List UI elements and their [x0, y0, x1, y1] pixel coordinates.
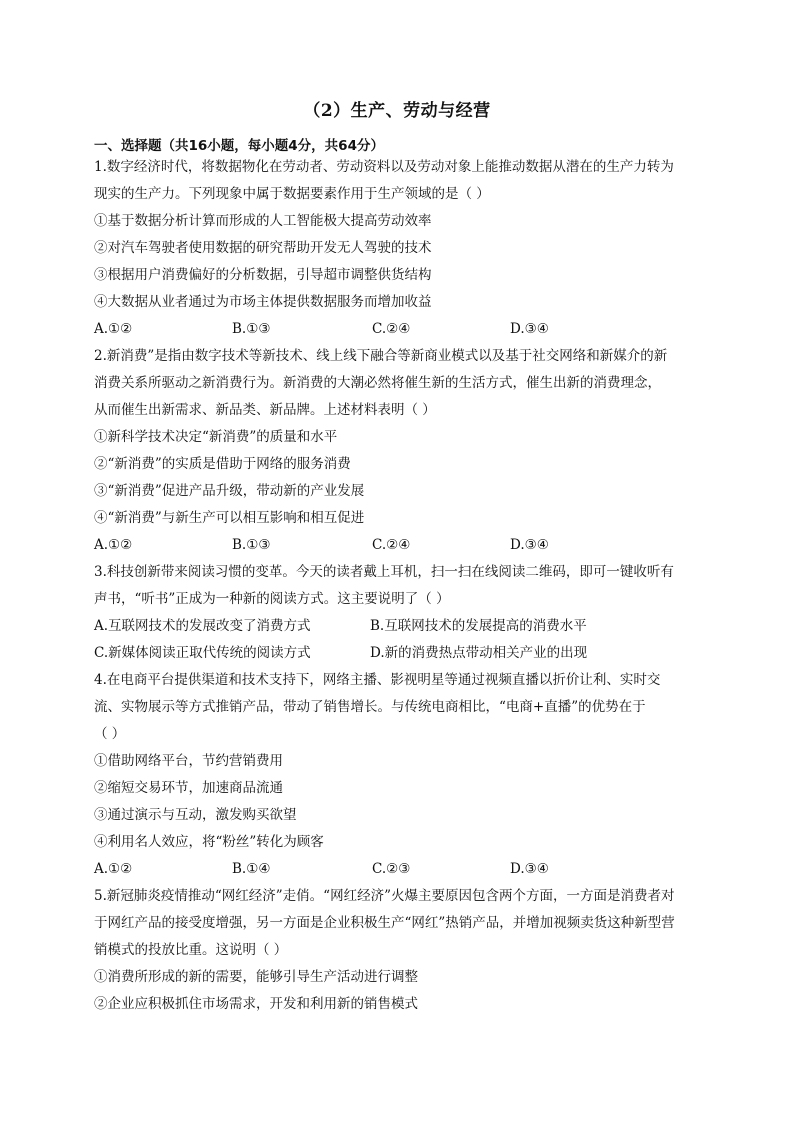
question-stem: 从而催生出新需求、新品类、新品牌。上述材料表明（ ）: [94, 402, 436, 418]
statement-item: ③根据用户消费偏好的分析数据，引导超市调整供货结构: [94, 267, 432, 283]
option-b: B.①③: [232, 537, 271, 553]
option-b: B.①③: [232, 321, 271, 337]
option-d: D.新的消费热点带动相关产业的出现: [370, 645, 588, 661]
statement-item: ④大数据从业者通过为市场主体提供数据服务而增加收益: [94, 294, 432, 310]
option-d: D.③④: [510, 861, 549, 877]
section-heading: 一、选择题（共16小题，每小题4分，共64分）: [94, 138, 384, 154]
option-c: C.②④: [372, 321, 411, 337]
statement-item: ④“新消费”与新生产可以相互影响和相互促进: [94, 510, 365, 526]
question-stem: 2.新消费”是指由数字技术等新技术、线上线下融合等新商业模式以及基于社交网络和新媒介的新: [94, 348, 668, 364]
option-a: A.①②: [94, 861, 133, 877]
question-stem: 销模式的投放比重。这说明（ ）: [94, 942, 288, 958]
statement-item: ①借助网络平台，节约营销费用: [94, 753, 283, 769]
question-stem: 声书，“听书”正成为一种新的阅读方式。这主要说明了（ ）: [94, 591, 450, 607]
answer-options: [94, 532, 700, 559]
question-4: [94, 667, 700, 883]
statement-item: ②缩短交易环节，加速商品流通: [94, 780, 283, 796]
option-c: C.新媒体阅读正取代传统的阅读方式: [94, 645, 311, 661]
question-stem: （ ）: [94, 726, 126, 742]
question-list: [94, 154, 700, 1018]
option-d: D.③④: [510, 537, 549, 553]
question-stem: 5.新冠肺炎疫情推动“网红经济”走俏。“网红经济”火爆主要原因包含两个方面，一方面是消费者对: [94, 888, 675, 904]
statement-item: ①新科学技术决定“新消费”的质量和水平: [94, 429, 338, 445]
option-a: A.①②: [94, 537, 133, 553]
answer-options: [94, 856, 700, 883]
statement-item: ③“新消费”促进产品升级，带动新的产业发展: [94, 483, 365, 499]
statement-item: ②“新消费”的实质是借助于网络的服务消费: [94, 456, 351, 472]
option-b: B.①④: [232, 861, 271, 877]
page-title: （2）生产、劳动与经营: [303, 101, 491, 121]
option-b: B.互联网技术的发展提高的消费水平: [370, 618, 587, 634]
statement-item: ②对汽车驾驶者使用数据的研究帮助开发无人驾驶的技术: [94, 240, 432, 256]
option-c: C.②③: [372, 861, 411, 877]
answer-options: [94, 640, 700, 667]
statement-item: ③通过演示与互动，激发购买欲望: [94, 807, 297, 823]
question-1: [94, 154, 700, 343]
answer-options: [94, 613, 700, 640]
question-stem: 3.科技创新带来阅读习惯的变革。今天的读者戴上耳机，扫一扫在线阅读二维码，即可一键收听有: [94, 564, 674, 580]
question-stem: 1.数字经济时代，将数据物化在劳动者、劳动资料以及劳动对象上能推动数据从潜在的生产力转为: [94, 159, 674, 175]
option-c: C.②④: [372, 537, 411, 553]
statement-item: ②企业应积极抓住市场需求，开发和利用新的销售模式: [94, 996, 418, 1012]
statement-item: ①消费所形成的新的需要，能够引导生产活动进行调整: [94, 969, 418, 985]
answer-options: [94, 316, 700, 343]
option-d: D.③④: [510, 321, 549, 337]
option-a: A.互联网技术的发展改变了消费方式: [94, 618, 311, 634]
question-stem: 消费关系所驱动之新消费行为。新消费的大潮必然将催生新的生活方式，催生出新的消费理念，: [94, 375, 661, 391]
option-a: A.①②: [94, 321, 133, 337]
question-2: [94, 343, 700, 559]
question-5: [94, 883, 700, 1018]
statement-item: ④利用名人效应，将“粉丝”转化为顾客: [94, 834, 324, 850]
question-stem: 4.在电商平台提供渠道和技术支持下，网络主播、影视明星等通过视频直播以折价让利、实时交: [94, 672, 661, 688]
question-stem: 于网红产品的接受度增强，另一方面是企业积极生产“网红”热销产品，并增加视频卖货这种新型营: [94, 915, 675, 931]
question-stem: 流、实物展示等方式推销产品，带动了销售增长。与传统电商相比，“电商+直播”的优势在于: [94, 699, 646, 715]
statement-item: ①基于数据分析计算而形成的人工智能极大提高劳动效率: [94, 213, 432, 229]
question-stem: 现实的生产力。下列现象中属于数据要素作用于生产领域的是（ ）: [94, 186, 490, 202]
question-3: [94, 559, 700, 667]
